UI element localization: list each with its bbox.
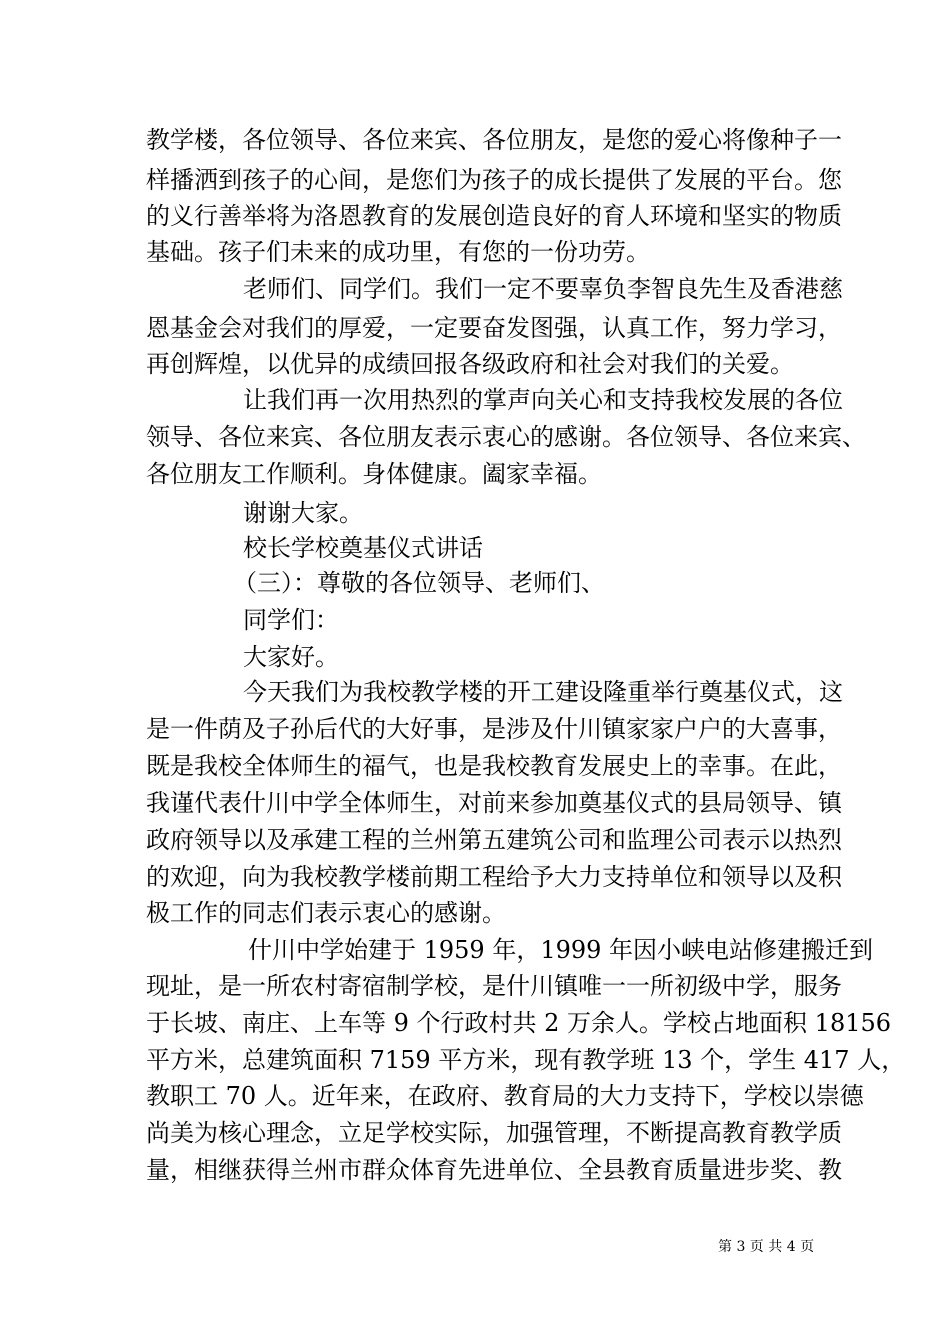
section-title: 校长学校奠基仪式讲话 xyxy=(243,534,483,562)
text-line: 的欢迎，向为我校教学楼前期工程给予大力支持单位和领导以及积 xyxy=(146,863,842,891)
text-line: 于长坡、南庄、上车等 9 个行政村共 2 万余人。学校占地面积 18156 xyxy=(146,1009,892,1037)
text-line: 是一件荫及子孙后代的大好事，是涉及什川镇家家户户的大喜事， xyxy=(146,715,842,743)
text-line: 我谨代表什川中学全体师生，对前来参加奠基仪式的县局领导、镇 xyxy=(146,789,842,817)
text-line: 既是我校全体师生的福气，也是我校教育发展史上的幸事。在此， xyxy=(146,752,842,780)
text-line: 量，相继获得兰州市群众体育先进单位、全县教育质量进步奖、教 xyxy=(146,1156,842,1184)
text-line: 教学楼，各位领导、各位来宾、各位朋友，是您的爱心将像种子一 xyxy=(146,126,842,154)
text-line: 再创辉煌，以优异的成绩回报各级政府和社会对我们的关爱。 xyxy=(146,350,794,378)
text-line: 大家好。 xyxy=(243,643,339,671)
text-line: 的义行善举将为洛恩教育的发展创造良好的育人环境和坚实的物质 xyxy=(146,202,842,230)
text-line: 恩基金会对我们的厚爱，一定要奋发图强，认真工作，努力学习， xyxy=(146,314,842,342)
text-line: 极工作的同志们表示衷心的感谢。 xyxy=(146,899,506,927)
text-line: 教职工 70 人。近年来，在政府、教育局的大力支持下，学校以崇德 xyxy=(146,1082,864,1110)
text-line: 什川中学始建于 1959 年，1999 年因小峡电站修建搬迁到 xyxy=(248,936,874,964)
text-line: 领导、各位来宾、各位朋友表示衷心的感谢。各位领导、各位来宾、 xyxy=(146,423,866,451)
text-line: 政府领导以及承建工程的兰州第五建筑公司和监理公司表示以热烈 xyxy=(146,826,842,854)
text-line: 各位朋友工作顺利。身体健康。阖家幸福。 xyxy=(146,460,602,488)
text-line: （三）：尊敬的各位领导、老师们、 xyxy=(233,569,605,597)
text-line: 让我们再一次用热烈的掌声向关心和支持我校发展的各位 xyxy=(243,386,843,414)
text-line: 今天我们为我校教学楼的开工建设隆重举行奠基仪式，这 xyxy=(243,678,843,706)
text-line: 老师们、同学们。我们一定不要辜负李智良先生及香港慈 xyxy=(243,275,843,303)
text-line: 现址，是一所农村寄宿制学校，是什川镇唯一一所初级中学，服务 xyxy=(146,972,842,1000)
text-line: 基础。孩子们未来的成功里，有您的一份功劳。 xyxy=(146,238,650,266)
text-line: 样播洒到孩子的心间，是您们为孩子的成长提供了发展的平台。您 xyxy=(146,166,842,194)
text-line: 同学们： xyxy=(243,606,339,634)
text-line: 平方米，总建筑面积 7159 平方米，现有教学班 13 个，学生 417 人， xyxy=(146,1046,906,1074)
page-number: 第 3 页 共 4 页 xyxy=(718,1239,815,1255)
text-line: 尚美为核心理念，立足学校实际，加强管理，不断提高教育教学质 xyxy=(146,1119,842,1147)
text-line: 谢谢大家。 xyxy=(243,499,363,527)
